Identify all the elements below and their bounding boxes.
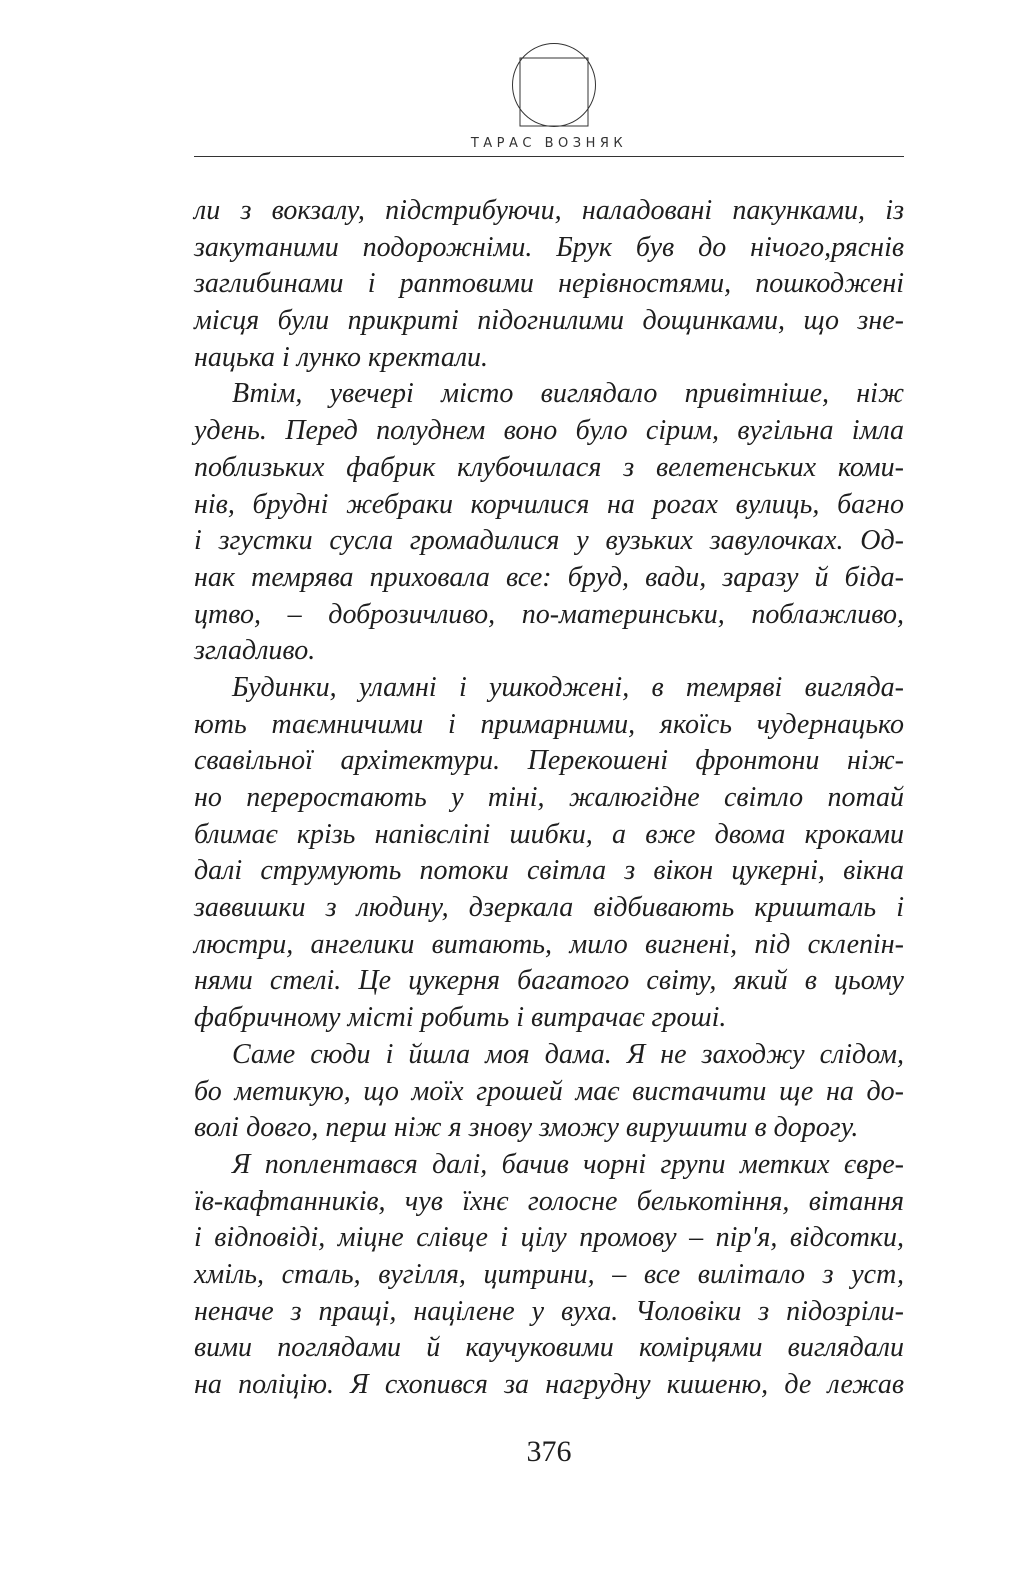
- text-line: заглибинами і раптовими нерівностями, пошкоджені: [194, 268, 904, 300]
- text-line: удень. Перед полуднем воно було сірим, вугільна імла: [194, 415, 904, 447]
- text-line: заввишки з людину, дзеркала відбивають кришталь і: [194, 892, 904, 924]
- text-line: но переростають у тіні, жалюгідне світло потай: [194, 782, 904, 813]
- text-line: вими поглядами й каучуковими комірцями виглядали: [194, 1332, 904, 1364]
- text-line: Будинки, уламні і ушкоджені, в темряві виглядa-: [232, 671, 904, 703]
- text-line: свавільної архітектури. Перекошені фронтони ніж-: [194, 745, 904, 777]
- text-line: цтво, – доброзичливо, по-материнськи, поблажливо,: [194, 598, 904, 630]
- text-line: неначе з пращі, націлене у вуха. Чоловіки з підозріли-: [194, 1295, 904, 1327]
- text-line: згладливо.: [194, 635, 316, 667]
- page-number: 376: [526, 1435, 572, 1468]
- text-line: волі довго, перш ніж я знову зможу вирушити в дорогу.: [194, 1112, 859, 1144]
- text-line: Саме сюди і йшла моя дама. Я не заходжу слідом,: [232, 1038, 904, 1070]
- text-line: блимає крізь напівсліпі шибки, а вже двома кроками: [194, 818, 904, 850]
- text-line: Втім, увечері місто виглядало привітніше, ніж: [232, 378, 904, 410]
- text-line: нями стелі. Це цукерня багатого світу, який в цьому: [194, 965, 904, 997]
- text-line: ли з вокзалу, підстрибуючи, наладовані пакунками, із: [194, 195, 904, 226]
- text-line: на поліцію. Я схопився за нагрудну кишеню, де лежав: [194, 1369, 904, 1400]
- body-text: [194, 193, 904, 1404]
- text-line: далі струмують потоки світла з вікон цукерні, вікна: [194, 855, 904, 887]
- text-line: Я поплентався далі, бачив чорні групи метких євре-: [232, 1148, 904, 1180]
- text-line: і згустки сусла громадилися у вузьких завулочках. Од-: [194, 525, 904, 557]
- text-line: нак темрява приховала все: бруд, вади, заразу й біда-: [194, 561, 904, 593]
- text-line: люстри, ангелики витають, мило вигнені, під склепін-: [194, 928, 904, 960]
- text-line: нацька і лунко кректали.: [194, 341, 489, 373]
- text-line: бо метикую, що моїх грошей має вистачити ще на до-: [194, 1075, 904, 1107]
- text-line: фабричному місті робить і витрачає гроші.: [194, 1002, 727, 1034]
- text-line: поблизьких фабрик клубочилася з велетенських коми-: [194, 451, 904, 483]
- text-line: місця були прикриті підогнилими дощинками, що зне-: [194, 305, 904, 337]
- text-line: нів, брудні жебраки корчилися на рогах вулиць, багно: [194, 488, 904, 520]
- text-line: їв-кафтанників, чув їхнє голосне белькотіння, вітання: [194, 1185, 904, 1217]
- text-line: і відповіді, міцне слівце і цілу промову – пір'я, відсотки,: [194, 1222, 904, 1254]
- header-rule: [194, 156, 904, 157]
- circle-square-emblem-icon: [511, 42, 597, 128]
- text-line: закутаними подорожніми. Брук був до нічого,ряснів: [194, 231, 904, 263]
- text-line: хміль, сталь, вугілля, цитрини, – все вилітало з уст,: [194, 1258, 904, 1290]
- text-line: ють таємничими і примарними, якоїсь чудернацько: [194, 708, 904, 740]
- running-head-author: ТАРАС ВОЗНЯК: [470, 136, 628, 151]
